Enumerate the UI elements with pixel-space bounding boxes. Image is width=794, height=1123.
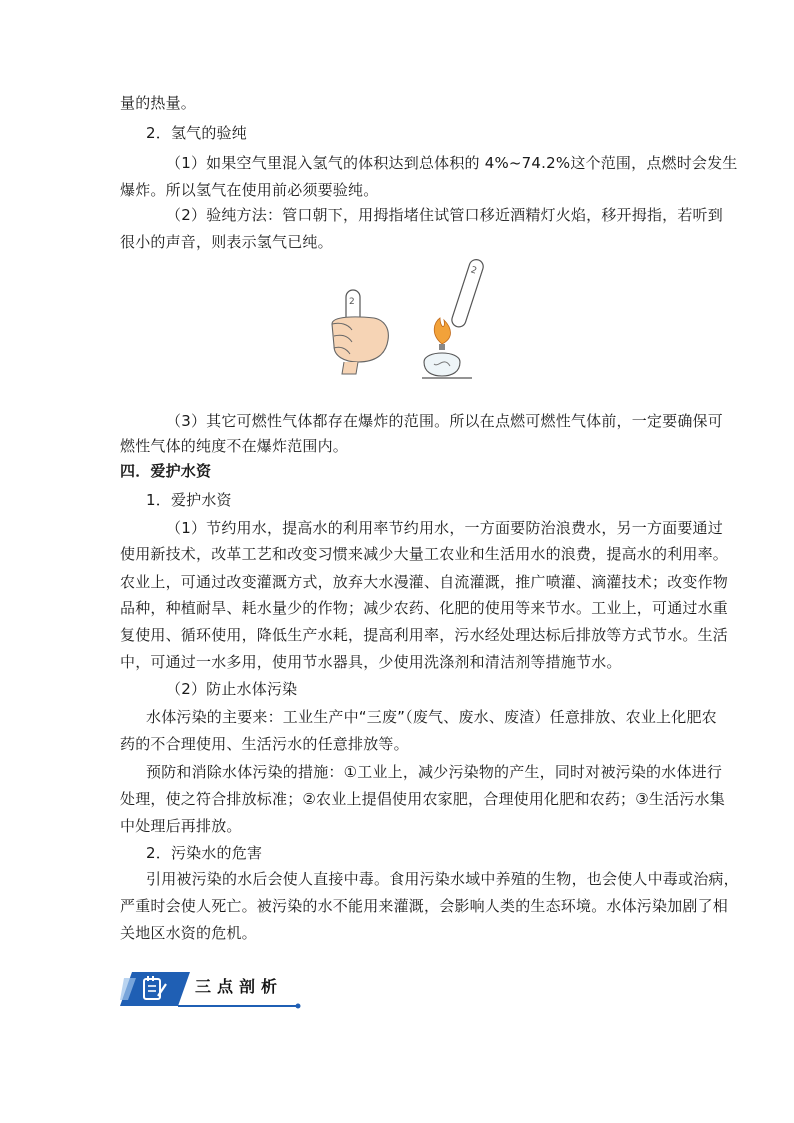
text-line: 引用被污染的水后会使人直接中毒。食用污染水域中养殖的生物，也会使人中毒或治病， [146,870,739,888]
text-line: 关地区水资的危机。 [120,924,257,942]
subsection-heading: 2．氢气的验纯 [146,124,247,142]
text-line: 中处理后再排放。 [120,817,242,835]
tube-label-left: 2 [349,297,355,307]
text-line: 预防和消除水体污染的措施：①工业上，减少污染物的产生，同时对被污染的水体进行 [146,763,723,781]
text-line: 中，可通过一水多用，使用节水器具，少使用洗涤剂和清洁剂等措施节水。 [120,653,622,671]
text-line: 严重时会使人死亡。被污染的水不能用来灌溉，会影响人类的生态环境。水体污染加剧了相 [120,897,729,915]
hydrogen-purity-test-figure [326,258,516,386]
subsection-heading: 1．爱护水资 [146,491,232,509]
text-line: 农业上，可通过改变灌溉方式，放弃大水漫灌、自流灌溉，推广喷灌、滴灌技术；改变作物 [120,573,729,591]
text-line: 爆炸。所以氢气在使用前必须要验纯。 [120,181,379,199]
text-line: 处理，使之符合排放标准；②农业上提倡使用农家肥，合理使用化肥和农药；③生活污水集 [120,790,725,808]
text-line: （1）节约用水，提高水的利用率节约用水，一方面要防治浪费水，另一方面要通过 [166,519,723,537]
text-line: （3）其它可燃性气体都存在爆炸的范围。所以在点燃可燃性气体前，一定要确保可 [166,412,723,430]
text-line: 复使用、循环使用，降低生产水耗，提高利用率，污水经处理达标后排放等方式节水。生活 [120,626,729,644]
text-line: 水体污染的主要来：工业生产中“三废”（废气、废水、废渣）任意排放、农业上化肥农 [146,708,717,726]
text-line: 燃性气体的纯度不在爆炸范围内。 [120,437,349,455]
text-line: 很小的声音，则表示氢气已纯。 [120,233,333,251]
banner-title: 三点剖析 [195,977,284,996]
section-heading: 四．爱护水资 [120,462,212,480]
text-line: （2）验纯方法：管口朝下，用拇指堵住试管口移近酒精灯火焰，移开拇指，若听到 [166,206,723,224]
text-line: （1）如果空气里混入氢气的体积达到总体积的 4%~74.2%这个范围，点燃时会发生 [166,154,738,172]
text-line: 品种，种植耐旱、耗水量少的作物；减少农药、化肥的使用等来节水。工业上，可通过水重 [120,599,729,617]
subsection-heading: 2．污染水的危害 [146,844,263,862]
spirit-lamp-illustration [422,258,485,378]
hand-holding-tube-illustration [332,290,388,374]
text-line: 量的热量。 [120,94,197,112]
subsection-heading: （2）防止水体污染 [166,680,298,698]
text-line: 使用新技术，改革工艺和改变习惯来减少大量工农业和生活用水的浪费，提高水的利用率。 [120,545,729,563]
text-line: 药的不合理使用、生活污水的任意排放等。 [120,735,409,753]
tube-label-right: 2 [469,265,478,277]
